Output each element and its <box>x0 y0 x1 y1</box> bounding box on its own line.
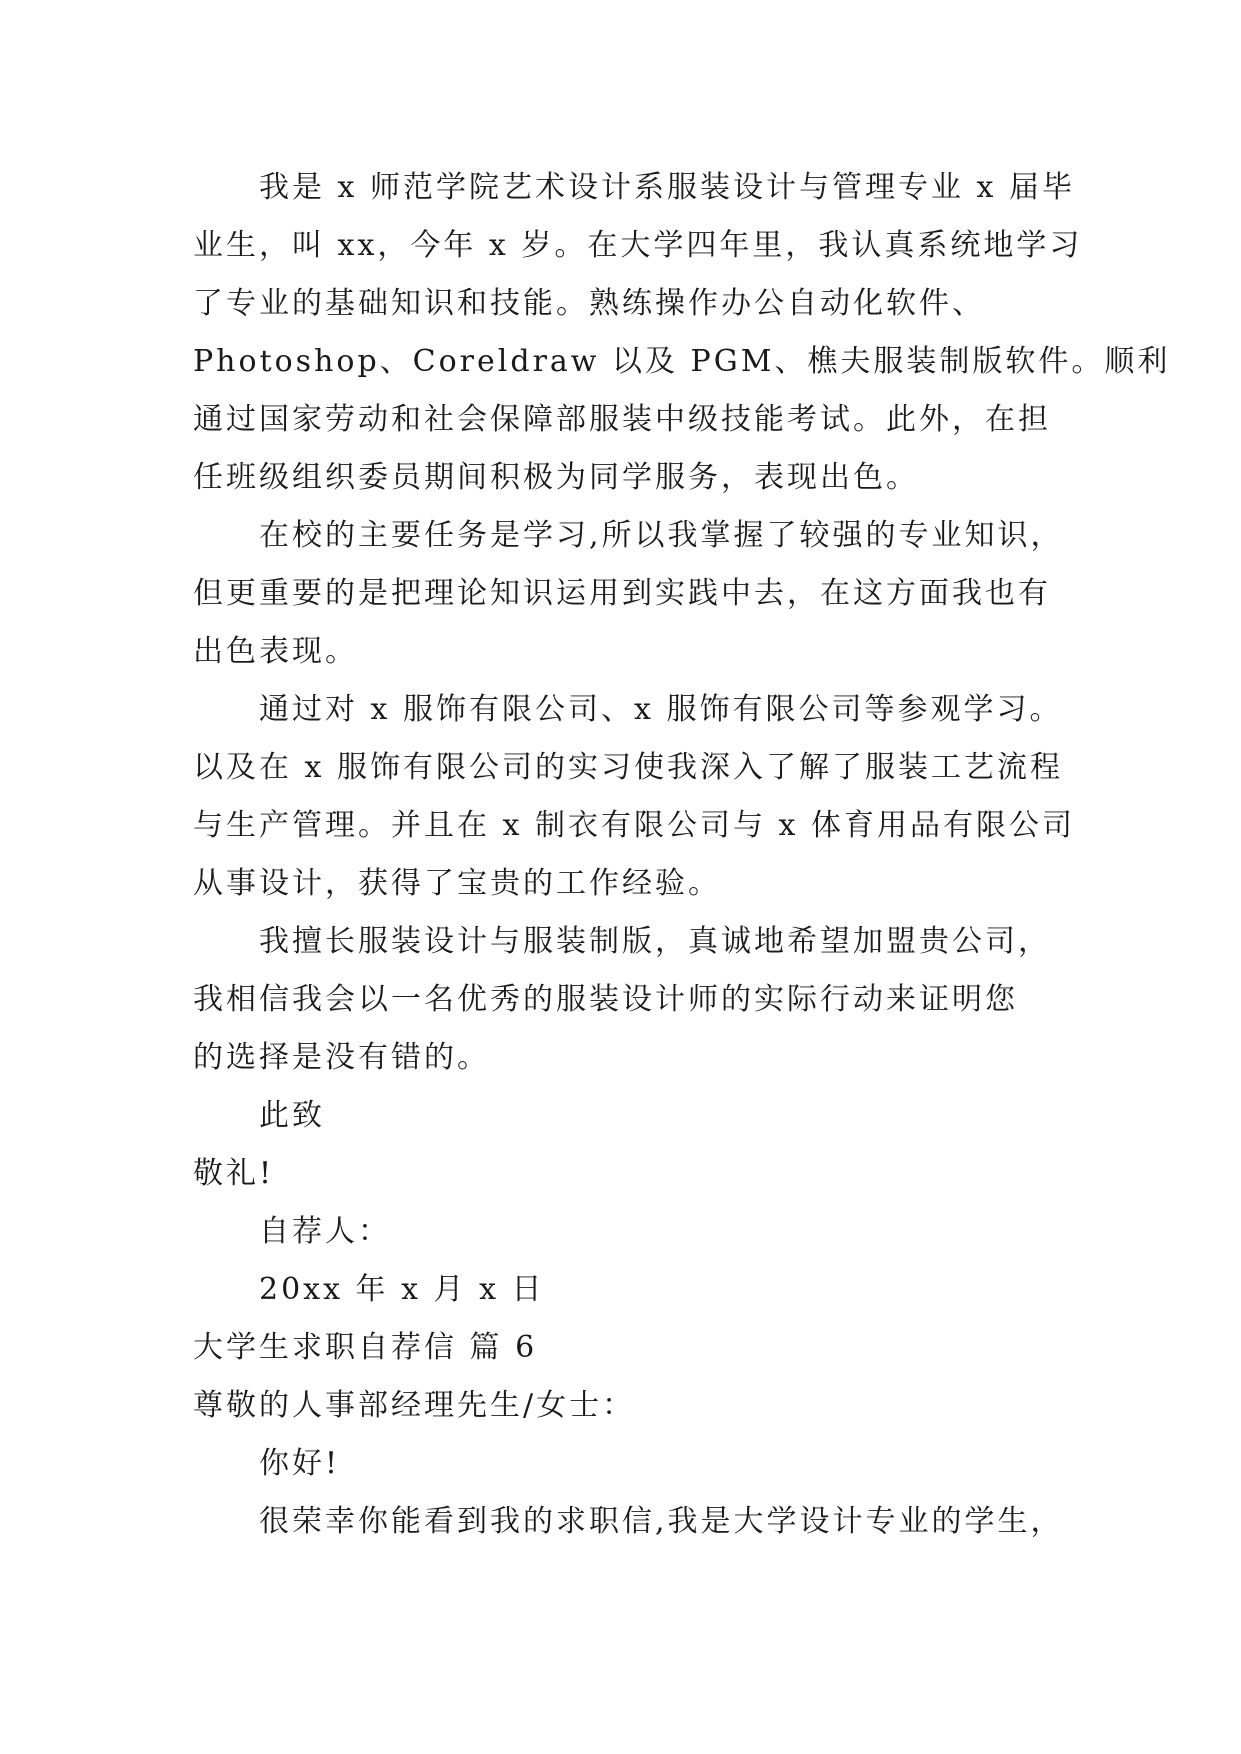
section-heading: 大学生求职自荐信 篇 6 <box>193 1330 538 1365</box>
paragraph-line: Photoshop、Coreldraw 以及 PGM、樵夫服装制版软件。顺利 <box>193 344 1171 379</box>
paragraph-line: 从事设计，获得了宝贵的工作经验。 <box>193 866 721 901</box>
addressee-line: 尊敬的人事部经理先生/女士： <box>193 1388 636 1423</box>
paragraph-line: 的选择是没有错的。 <box>193 1040 490 1075</box>
paragraph-line: 通过国家劳动和社会保障部服装中级技能考试。此外，在担 <box>193 402 1051 437</box>
paragraph-line: 出色表现。 <box>193 634 358 669</box>
paragraph-line: 任班级组织委员期间积极为同学服务，表现出色。 <box>193 460 919 495</box>
paragraph-line: 我擅长服装设计与服装制版，真诚地希望加盟贵公司， <box>259 924 1051 959</box>
paragraph-line: 我是 x 师范学院艺术设计系服装设计与管理专业 x 届毕 <box>259 170 1075 205</box>
paragraph-line: 业生，叫 xx，今年 x 岁。在大学四年里，我认真系统地学习 <box>193 228 1083 263</box>
paragraph-line: 与生产管理。并且在 x 制衣有限公司与 x 体育用品有限公司 <box>193 808 1075 843</box>
paragraph-line: 但更重要的是把理论知识运用到实践中去，在这方面我也有 <box>193 576 1051 611</box>
paragraph-line: 以及在 x 服饰有限公司的实习使我深入了解了服装工艺流程 <box>193 750 1063 785</box>
paragraph-line: 我相信我会以一名优秀的服装设计师的实际行动来证明您 <box>193 982 1018 1017</box>
paragraph-line: 在校的主要任务是学习,所以我掌握了较强的专业知识， <box>259 518 1064 553</box>
salutation-line: 敬礼! <box>193 1156 275 1191</box>
date-line: 20xx 年 x 月 x 日 <box>259 1272 545 1307</box>
greeting-line: 你好! <box>259 1446 341 1481</box>
closing-line: 此致 <box>259 1098 325 1133</box>
paragraph-line: 通过对 x 服饰有限公司、x 服饰有限公司等参观学习。 <box>259 692 1063 727</box>
signature-line: 自荐人： <box>259 1214 391 1249</box>
paragraph-line: 了专业的基础知识和技能。熟练操作办公自动化软件、 <box>193 286 985 321</box>
paragraph-line: 很荣幸你能看到我的求职信,我是大学设计专业的学生， <box>259 1504 1064 1539</box>
